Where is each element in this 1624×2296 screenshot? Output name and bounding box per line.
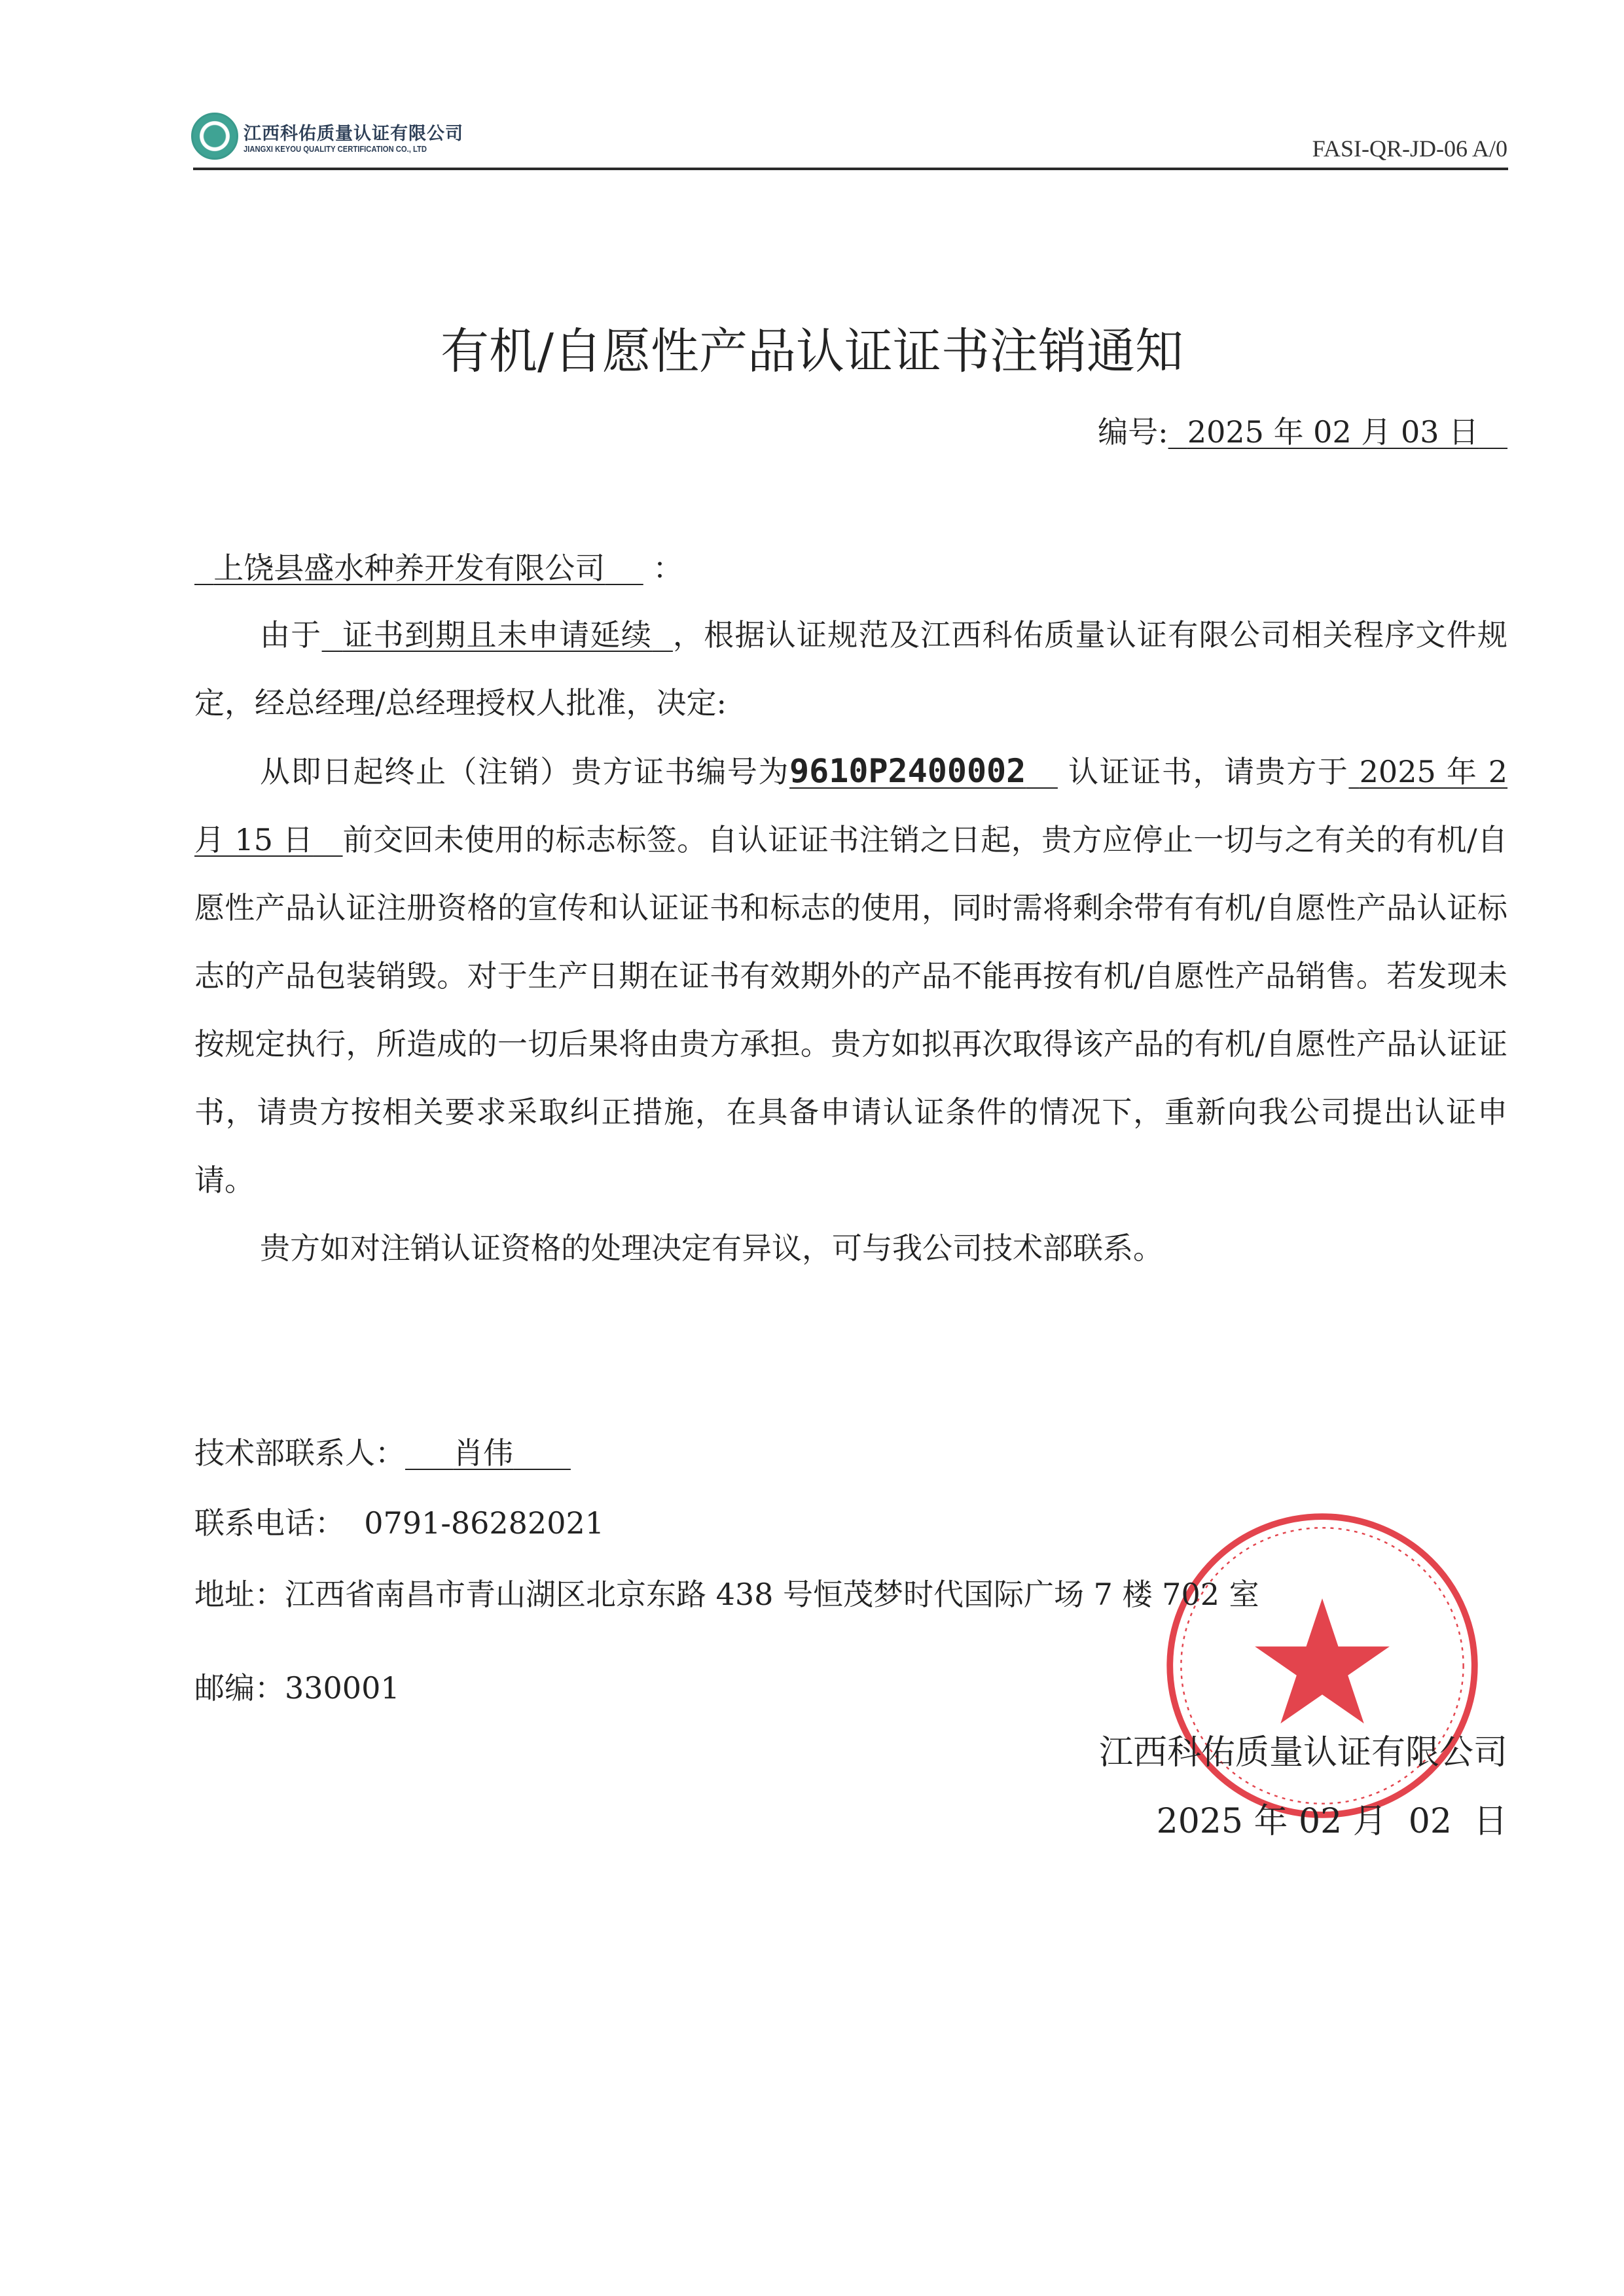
document-number bbox=[1098, 398, 1507, 466]
certificate-number: 9610P2400002 bbox=[789, 752, 1026, 790]
recipient-name: 上饶县盛水种养开发有限公司 bbox=[213, 550, 605, 586]
contact-postcode bbox=[194, 1654, 400, 1722]
contact-name: 肖伟 bbox=[453, 1435, 514, 1471]
recipient-suffix: ： bbox=[653, 550, 683, 586]
label: 联系电话： bbox=[194, 1505, 345, 1541]
cancellation-reason: 证书到期且未申请延续 bbox=[342, 617, 653, 653]
return-deadline: 2025 年 2 月 15 日 bbox=[194, 754, 1508, 857]
address: 江西省南昌市青山湖区北京东路 438 号恒茂梦时代国际广场 7 楼 702 室 bbox=[285, 1577, 1259, 1612]
notice-body bbox=[194, 601, 1507, 1282]
paragraph-reason bbox=[194, 601, 1507, 737]
label: 地址： bbox=[194, 1577, 285, 1612]
number-label: 编号: bbox=[1098, 414, 1168, 450]
phone-number: 0791-86282021 bbox=[364, 1505, 604, 1541]
form-code: FASI-QR-JD-06 A/0 bbox=[1312, 135, 1507, 162]
document-title: 有机/自愿性产品认证证书注销通知 bbox=[441, 323, 1183, 380]
postcode: 330001 bbox=[285, 1670, 400, 1706]
header-divider bbox=[193, 168, 1508, 170]
text: 由于 bbox=[260, 617, 322, 653]
company-logo bbox=[191, 113, 463, 160]
text: 从即日起终止（注销）贵方证书编号为 bbox=[260, 754, 790, 789]
contact-address bbox=[194, 1560, 1259, 1628]
label: 技术部联系人： bbox=[194, 1435, 405, 1471]
text: 认证证书，请贵方于 bbox=[1068, 754, 1349, 789]
text: ，根据认证规范及江西科佑质量认证有限公司相关程序文件规定，经总经理/总经理授权人批准，决定: bbox=[194, 617, 1508, 721]
logo-company-cn: 江西科佑质量认证有限公司 bbox=[244, 123, 463, 144]
contact-phone bbox=[194, 1489, 604, 1557]
logo-company-en: JIANGXI KEYOU QUALITY CERTIFICATION CO., LTD bbox=[244, 144, 427, 154]
paragraph-decision bbox=[194, 737, 1507, 1214]
logo-emblem-icon bbox=[191, 113, 238, 160]
signature-date: 2025 年 02 月 02 日 bbox=[1156, 1802, 1507, 1841]
paragraph-objection: 贵方如对注销认证资格的处理决定有异议，可与我公司技术部联系。 bbox=[260, 1230, 1163, 1266]
seal-star-icon bbox=[1255, 1598, 1390, 1723]
contact-person bbox=[194, 1419, 571, 1487]
number-value: 2025 年 02 月 03 日 bbox=[1187, 414, 1479, 450]
text: 前交回未使用的标志标签。自认证证书注销之日起，贵方应停止一切与之有关的有机/自愿性产品认证注册资格的宣传和认证证书和标志的使用，同时需将剩余带有有机/自愿性产品认证标志的产品包装销毁。对于生产日期在证书有效期外的产品不能再按有机/自愿性产品销售。若发现未按规定执行，所造成的一切后果将由贵方承担。贵方如拟再次取得该产品的有机/自愿性产品认证证书，请贵方按相关要求采取纠正措施，在具备申请认证条件的情况下，重新向我公司提出认证申请。 bbox=[194, 822, 1507, 1198]
signature-company: 江西科佑质量认证有限公司 bbox=[1098, 1733, 1507, 1772]
label: 邮编： bbox=[194, 1670, 285, 1706]
recipient bbox=[194, 534, 683, 602]
